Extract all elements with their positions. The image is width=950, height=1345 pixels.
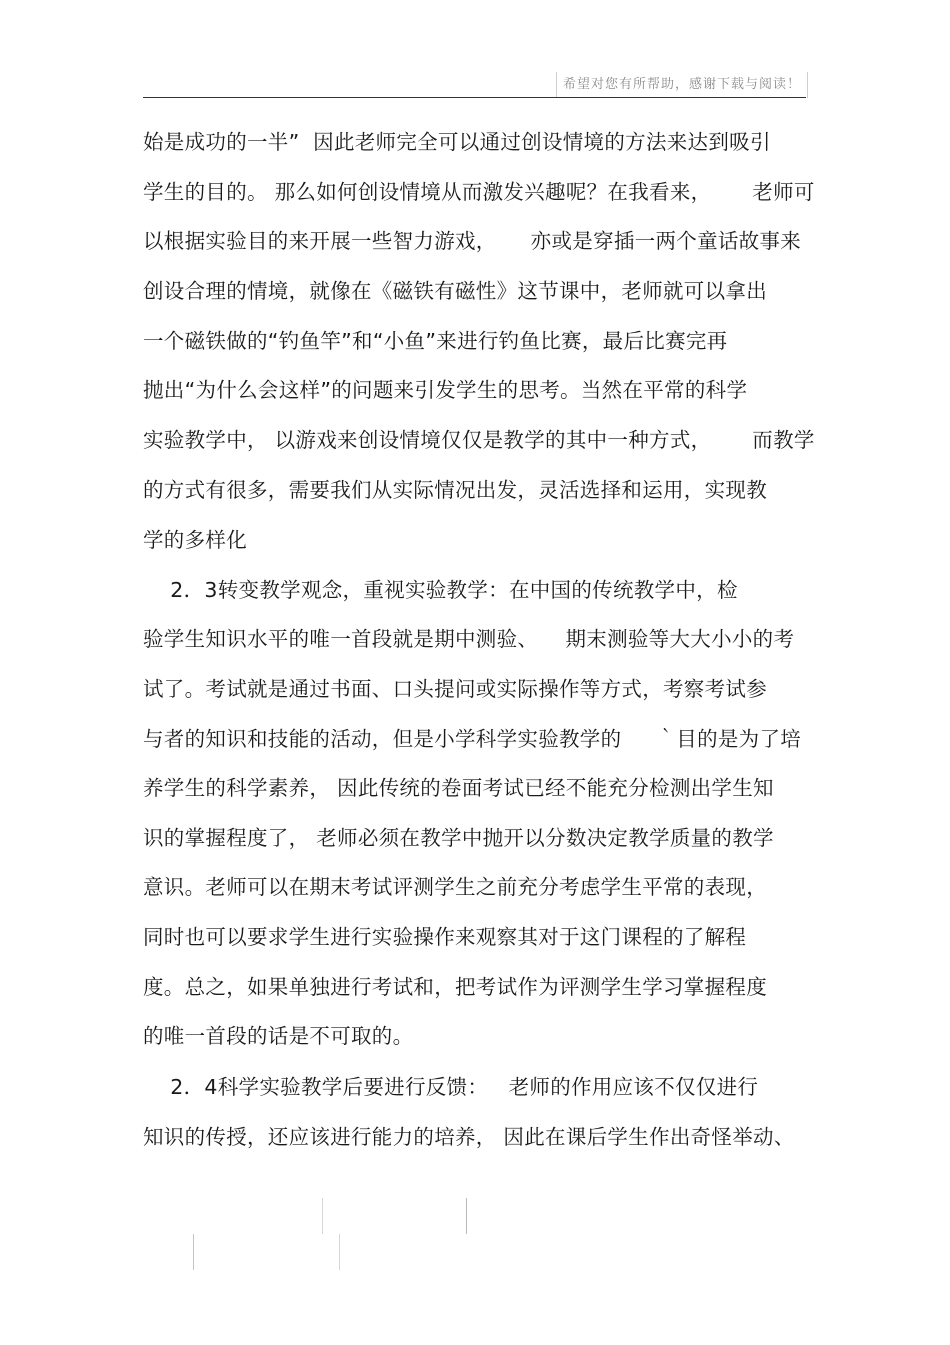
text-line: 度。总之，如果单独进行考试和，把考试作为评测学生学习掌握程度	[143, 975, 767, 999]
text-line: 学生的目的。 那么如何创设情境从而激发兴趣呢？在我看来， 老师可	[143, 180, 815, 204]
text-line: 知识的传授，还应该进行能力的培养， 因此在课后学生作出奇怪举动、	[143, 1125, 795, 1149]
text-line: 一个磁铁做的“钓鱼竿”和“小鱼”来进行钓鱼比赛，最后比赛完再	[143, 329, 728, 353]
text-line: 以根据实验目的来开展一些智力游戏， 亦或是穿插一两个童话故事来	[143, 229, 802, 253]
text-line: 同时也可以要求学生进行实验操作来观察其对于这门课程的了解程	[143, 925, 747, 949]
scan-mark	[466, 1198, 467, 1234]
header-rule	[143, 97, 806, 98]
text-line: 养学生的科学素养， 因此传统的卷面考试已经不能充分检测出学生知	[143, 776, 774, 800]
text-line: 识的掌握程度了， 老师必须在教学中抛开以分数决定教学质量的教学	[143, 826, 774, 850]
text-line: 始是成功的一半” 因此老师完全可以通过创设情境的方法来达到吸引	[143, 130, 771, 154]
text-line: 创设合理的情境，就像在《磁铁有磁性》这节课中，老师就可以拿出	[143, 279, 767, 303]
text-line: 的方式有很多，需要我们从实际情况出发，灵活选择和运用，实现教	[143, 478, 767, 502]
text-line: 与者的知识和技能的活动，但是小学科学实验教学的 ｀目的是为了培	[143, 727, 802, 751]
text-line: 学的多样化	[143, 528, 247, 552]
text-line: 意识。老师可以在期末考试评测学生之前充分考虑学生平常的表现，	[143, 875, 767, 899]
text-line: 验学生知识水平的唯一首段就是期中测验、 期末测验等大大小小的考	[143, 627, 795, 651]
scan-mark	[193, 1234, 194, 1270]
header-note: 希望对您有所帮助，感谢下载与阅读！	[556, 72, 808, 98]
text-line: 2．3转变教学观念，重视实验教学：在中国的传统教学中，检	[143, 578, 738, 602]
text-line: 抛出“为什么会这样”的问题来引发学生的思考。当然在平常的科学	[143, 378, 748, 402]
text-line: 试了。考试就是通过书面、口头提问或实际操作等方式，考察考试参	[143, 677, 767, 701]
scan-mark	[322, 1198, 323, 1234]
text-line: 2．4科学实验教学后要进行反馈： 老师的作用应该不仅仅进行	[143, 1075, 759, 1099]
text-line: 实验教学中， 以游戏来创设情境仅仅是教学的其中一种方式， 而教学	[143, 428, 815, 452]
scan-mark	[339, 1234, 340, 1270]
text-line: 的唯一首段的话是不可取的。	[143, 1024, 414, 1048]
